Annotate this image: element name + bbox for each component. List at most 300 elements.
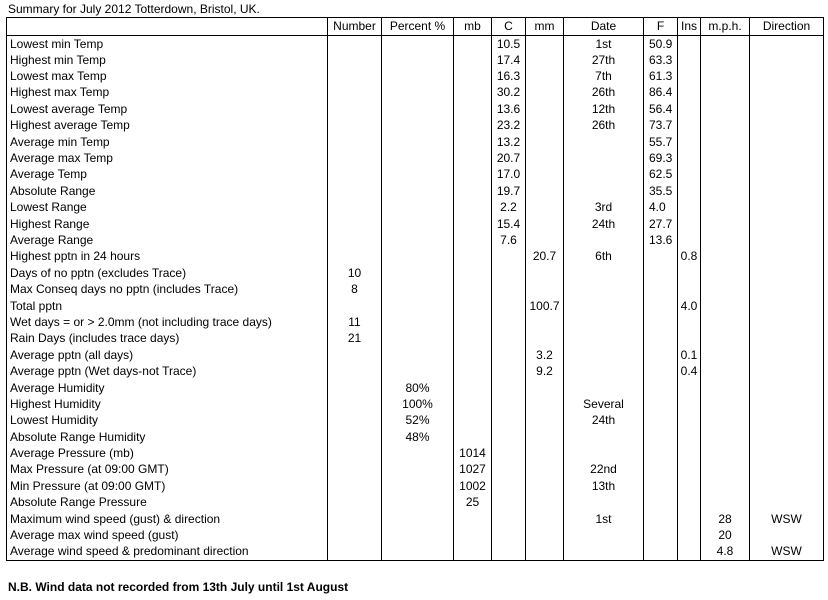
cell-fahrenheit: [644, 281, 678, 297]
cell-mm: [526, 511, 564, 527]
cell-fahrenheit: [644, 511, 678, 527]
cell-percent: [382, 462, 454, 478]
cell-direction: [750, 478, 824, 494]
row-label: Lowest Range: [7, 200, 328, 216]
cell-direction: [750, 495, 824, 511]
cell-ins: [678, 380, 701, 396]
cell-mb: [454, 52, 492, 68]
cell-mm: [526, 85, 564, 101]
cell-fahrenheit: 4.0: [644, 200, 678, 216]
cell-ins: [678, 167, 701, 183]
cell-mph: [701, 495, 750, 511]
row-label: Average wind speed & predominant direction: [7, 544, 328, 560]
row-label: Lowest Humidity: [7, 413, 328, 429]
row-label: Average pptn (all days): [7, 347, 328, 363]
cell-fahrenheit: [644, 314, 678, 330]
cell-celsius: [492, 314, 526, 330]
cell-number: 8: [328, 281, 382, 297]
row-label: Max Conseq days no pptn (includes Trace): [7, 281, 328, 297]
cell-direction: [750, 232, 824, 248]
cell-mm: [526, 429, 564, 445]
table-row: [7, 478, 824, 494]
cell-number: [328, 200, 382, 216]
cell-mb: 1027: [454, 462, 492, 478]
cell-ins: [678, 265, 701, 281]
cell-mb: [454, 118, 492, 134]
table-row: [7, 68, 824, 84]
table-row: [7, 249, 824, 265]
cell-fahrenheit: [644, 380, 678, 396]
cell-ins: [678, 478, 701, 494]
cell-ins: [678, 331, 701, 347]
cell-mph: [701, 200, 750, 216]
cell-percent: 80%: [382, 380, 454, 396]
cell-celsius: [492, 347, 526, 363]
cell-celsius: 13.2: [492, 134, 526, 150]
header-row: [7, 18, 824, 36]
cell-direction: WSW: [750, 544, 824, 560]
row-label: Min Pressure (at 09:00 GMT): [7, 478, 328, 494]
cell-date: [564, 232, 644, 248]
cell-direction: [750, 413, 824, 429]
cell-ins: [678, 281, 701, 297]
cell-date: [564, 183, 644, 199]
cell-mb: [454, 363, 492, 379]
cell-percent: [382, 200, 454, 216]
cell-ins: [678, 68, 701, 84]
cell-ins: [678, 232, 701, 248]
cell-percent: [382, 495, 454, 511]
cell-date: 26th: [564, 85, 644, 101]
cell-celsius: 2.2: [492, 200, 526, 216]
cell-direction: [750, 183, 824, 199]
cell-mb: [454, 183, 492, 199]
cell-ins: [678, 85, 701, 101]
cell-date: [564, 445, 644, 461]
cell-mb: [454, 527, 492, 543]
cell-number: [328, 68, 382, 84]
cell-mb: 1002: [454, 478, 492, 494]
cell-ins: [678, 527, 701, 543]
cell-percent: [382, 331, 454, 347]
cell-mph: [701, 413, 750, 429]
cell-mm: [526, 314, 564, 330]
cell-celsius: [492, 363, 526, 379]
cell-mm: [526, 52, 564, 68]
cell-fahrenheit: 63.3: [644, 52, 678, 68]
column-header-direction: Direction: [750, 18, 824, 36]
cell-ins: 4.0: [678, 298, 701, 314]
row-label: Lowest min Temp: [7, 36, 328, 53]
cell-celsius: [492, 527, 526, 543]
cell-direction: [750, 347, 824, 363]
cell-number: [328, 347, 382, 363]
row-label: Absolute Range Humidity: [7, 429, 328, 445]
table-row: [7, 462, 824, 478]
cell-number: [328, 363, 382, 379]
cell-direction: [750, 298, 824, 314]
cell-mph: [701, 118, 750, 134]
row-label: Highest Humidity: [7, 396, 328, 412]
cell-fahrenheit: [644, 527, 678, 543]
cell-mb: [454, 298, 492, 314]
cell-mb: [454, 331, 492, 347]
table-row: [7, 314, 824, 330]
cell-mb: [454, 101, 492, 117]
cell-fahrenheit: [644, 495, 678, 511]
cell-mm: 100.7: [526, 298, 564, 314]
cell-ins: [678, 314, 701, 330]
cell-fahrenheit: [644, 265, 678, 281]
cell-percent: [382, 445, 454, 461]
cell-mb: 1014: [454, 445, 492, 461]
cell-number: [328, 216, 382, 232]
cell-number: [328, 183, 382, 199]
cell-mph: [701, 134, 750, 150]
cell-mph: [701, 314, 750, 330]
cell-fahrenheit: [644, 347, 678, 363]
table-row: [7, 150, 824, 166]
table-row: [7, 413, 824, 429]
cell-ins: [678, 36, 701, 53]
page-title: Summary for July 2012 Totterdown, Bristol, UK.: [8, 2, 260, 16]
cell-mm: [526, 36, 564, 53]
cell-mm: [526, 380, 564, 396]
cell-number: [328, 478, 382, 494]
cell-percent: [382, 68, 454, 84]
cell-celsius: 7.6: [492, 232, 526, 248]
cell-number: [328, 118, 382, 134]
cell-date: Several: [564, 396, 644, 412]
cell-mph: [701, 281, 750, 297]
cell-fahrenheit: [644, 445, 678, 461]
cell-mm: [526, 265, 564, 281]
cell-direction: [750, 36, 824, 53]
table-row: [7, 281, 824, 297]
table-row: [7, 200, 824, 216]
cell-ins: [678, 118, 701, 134]
cell-fahrenheit: 13.6: [644, 232, 678, 248]
table-row: [7, 52, 824, 68]
cell-mph: [701, 478, 750, 494]
cell-mm: [526, 544, 564, 560]
row-label: Max Pressure (at 09:00 GMT): [7, 462, 328, 478]
cell-celsius: 16.3: [492, 68, 526, 84]
cell-mb: [454, 511, 492, 527]
cell-mb: [454, 200, 492, 216]
cell-ins: [678, 495, 701, 511]
cell-date: [564, 281, 644, 297]
cell-fahrenheit: [644, 478, 678, 494]
cell-date: 22nd: [564, 462, 644, 478]
cell-date: [564, 150, 644, 166]
cell-mph: [701, 462, 750, 478]
row-label: Average max wind speed (gust): [7, 527, 328, 543]
cell-fahrenheit: 73.7: [644, 118, 678, 134]
cell-percent: [382, 298, 454, 314]
cell-mb: [454, 167, 492, 183]
table-row: [7, 101, 824, 117]
table-row: [7, 298, 824, 314]
cell-fahrenheit: 86.4: [644, 85, 678, 101]
cell-number: [328, 101, 382, 117]
cell-mph: [701, 429, 750, 445]
cell-percent: [382, 101, 454, 117]
cell-fahrenheit: 56.4: [644, 101, 678, 117]
cell-percent: [382, 527, 454, 543]
cell-celsius: 17.4: [492, 52, 526, 68]
cell-mph: [701, 331, 750, 347]
cell-number: 10: [328, 265, 382, 281]
footnote: N.B. Wind data not recorded from 13th July until 1st August: [8, 580, 349, 594]
cell-direction: [750, 216, 824, 232]
cell-date: 7th: [564, 68, 644, 84]
cell-direction: [750, 380, 824, 396]
cell-mm: [526, 134, 564, 150]
cell-direction: [750, 52, 824, 68]
table-row: [7, 511, 824, 527]
cell-fahrenheit: 35.5: [644, 183, 678, 199]
cell-percent: [382, 150, 454, 166]
cell-mm: 3.2: [526, 347, 564, 363]
cell-percent: [382, 249, 454, 265]
cell-date: 1st: [564, 36, 644, 53]
cell-fahrenheit: [644, 544, 678, 560]
cell-celsius: 17.0: [492, 167, 526, 183]
cell-celsius: 13.6: [492, 101, 526, 117]
row-label: Maximum wind speed (gust) & direction: [7, 511, 328, 527]
cell-date: [564, 265, 644, 281]
cell-direction: [750, 331, 824, 347]
table-row: [7, 527, 824, 543]
cell-celsius: [492, 462, 526, 478]
cell-mph: [701, 363, 750, 379]
cell-date: [564, 167, 644, 183]
cell-mph: [701, 298, 750, 314]
row-label: Average Pressure (mb): [7, 445, 328, 461]
cell-direction: [750, 281, 824, 297]
cell-celsius: 20.7: [492, 150, 526, 166]
cell-mm: [526, 150, 564, 166]
cell-percent: [382, 183, 454, 199]
cell-mph: 28: [701, 511, 750, 527]
cell-mb: [454, 396, 492, 412]
cell-percent: [382, 511, 454, 527]
cell-mm: [526, 232, 564, 248]
table-row: [7, 380, 824, 396]
row-label: Total pptn: [7, 298, 328, 314]
table-row: [7, 118, 824, 134]
cell-celsius: 15.4: [492, 216, 526, 232]
cell-number: [328, 249, 382, 265]
cell-mb: [454, 265, 492, 281]
cell-direction: [750, 396, 824, 412]
cell-percent: [382, 478, 454, 494]
cell-mph: [701, 101, 750, 117]
table-row: [7, 232, 824, 248]
cell-mph: [701, 249, 750, 265]
cell-date: 6th: [564, 249, 644, 265]
cell-mb: [454, 134, 492, 150]
cell-date: [564, 380, 644, 396]
cell-date: 1st: [564, 511, 644, 527]
cell-mm: [526, 527, 564, 543]
cell-mb: [454, 347, 492, 363]
cell-mb: [454, 68, 492, 84]
cell-mb: 25: [454, 495, 492, 511]
cell-number: [328, 445, 382, 461]
cell-fahrenheit: 61.3: [644, 68, 678, 84]
table-row: [7, 167, 824, 183]
cell-fahrenheit: [644, 429, 678, 445]
cell-percent: [382, 216, 454, 232]
cell-mb: [454, 216, 492, 232]
cell-percent: [382, 36, 454, 53]
cell-mm: [526, 101, 564, 117]
cell-percent: [382, 265, 454, 281]
cell-mm: [526, 167, 564, 183]
cell-number: [328, 167, 382, 183]
cell-percent: [382, 52, 454, 68]
column-header-percent: Percent %: [382, 18, 454, 36]
cell-celsius: 30.2: [492, 85, 526, 101]
cell-mm: 9.2: [526, 363, 564, 379]
cell-celsius: [492, 331, 526, 347]
cell-mm: [526, 396, 564, 412]
cell-direction: [750, 118, 824, 134]
cell-celsius: 19.7: [492, 183, 526, 199]
cell-celsius: [492, 265, 526, 281]
cell-number: [328, 232, 382, 248]
cell-percent: [382, 85, 454, 101]
cell-mb: [454, 36, 492, 53]
cell-celsius: [492, 396, 526, 412]
cell-number: [328, 462, 382, 478]
cell-number: [328, 544, 382, 560]
cell-direction: [750, 134, 824, 150]
cell-direction: [750, 150, 824, 166]
cell-fahrenheit: 50.9: [644, 36, 678, 53]
cell-fahrenheit: 62.5: [644, 167, 678, 183]
row-label: Wet days = or > 2.0mm (not including trace days): [7, 314, 328, 330]
cell-ins: [678, 429, 701, 445]
cell-mph: [701, 396, 750, 412]
cell-mm: [526, 331, 564, 347]
row-label: Absolute Range: [7, 183, 328, 199]
table-row: [7, 36, 824, 53]
cell-date: [564, 331, 644, 347]
cell-celsius: [492, 281, 526, 297]
row-label: Lowest max Temp: [7, 68, 328, 84]
row-label: Highest Range: [7, 216, 328, 232]
cell-mb: [454, 150, 492, 166]
cell-mb: [454, 380, 492, 396]
cell-number: [328, 298, 382, 314]
cell-mph: [701, 445, 750, 461]
cell-celsius: [492, 413, 526, 429]
row-label: Average Humidity: [7, 380, 328, 396]
cell-ins: [678, 200, 701, 216]
column-header-mm: mm: [526, 18, 564, 36]
cell-celsius: [492, 380, 526, 396]
cell-mm: 20.7: [526, 249, 564, 265]
cell-mm: [526, 478, 564, 494]
cell-ins: [678, 101, 701, 117]
cell-number: [328, 527, 382, 543]
cell-percent: [382, 314, 454, 330]
cell-number: [328, 52, 382, 68]
cell-date: [564, 363, 644, 379]
cell-number: [328, 36, 382, 53]
cell-percent: 48%: [382, 429, 454, 445]
cell-ins: [678, 183, 701, 199]
cell-mb: [454, 281, 492, 297]
cell-ins: [678, 413, 701, 429]
cell-number: 11: [328, 314, 382, 330]
row-label: Highest min Temp: [7, 52, 328, 68]
cell-mm: [526, 68, 564, 84]
table-row: [7, 445, 824, 461]
row-label: Highest average Temp: [7, 118, 328, 134]
row-label: Average min Temp: [7, 134, 328, 150]
cell-number: [328, 85, 382, 101]
cell-number: [328, 511, 382, 527]
cell-date: [564, 298, 644, 314]
cell-mb: [454, 249, 492, 265]
cell-date: [564, 347, 644, 363]
column-header-celsius: C: [492, 18, 526, 36]
cell-percent: [382, 167, 454, 183]
cell-celsius: [492, 544, 526, 560]
table-row: [7, 134, 824, 150]
cell-mph: [701, 347, 750, 363]
cell-mb: [454, 232, 492, 248]
cell-mph: [701, 36, 750, 53]
cell-number: [328, 495, 382, 511]
cell-direction: [750, 445, 824, 461]
cell-direction: [750, 200, 824, 216]
cell-direction: [750, 68, 824, 84]
cell-mm: [526, 183, 564, 199]
cell-mph: [701, 68, 750, 84]
cell-mm: [526, 216, 564, 232]
cell-number: [328, 396, 382, 412]
cell-fahrenheit: 55.7: [644, 134, 678, 150]
cell-fahrenheit: [644, 462, 678, 478]
cell-percent: [382, 118, 454, 134]
cell-percent: [382, 134, 454, 150]
table-row: [7, 85, 824, 101]
cell-ins: [678, 396, 701, 412]
cell-mb: [454, 544, 492, 560]
cell-percent: [382, 544, 454, 560]
cell-mph: [701, 380, 750, 396]
cell-direction: WSW: [750, 511, 824, 527]
cell-mph: [701, 150, 750, 166]
cell-celsius: [492, 478, 526, 494]
cell-fahrenheit: 27.7: [644, 216, 678, 232]
table-row: [7, 347, 824, 363]
cell-celsius: [492, 429, 526, 445]
cell-date: 26th: [564, 118, 644, 134]
cell-celsius: [492, 511, 526, 527]
cell-direction: [750, 429, 824, 445]
cell-date: [564, 134, 644, 150]
cell-date: [564, 429, 644, 445]
cell-ins: [678, 511, 701, 527]
table-row: [7, 331, 824, 347]
column-header-number: Number: [328, 18, 382, 36]
